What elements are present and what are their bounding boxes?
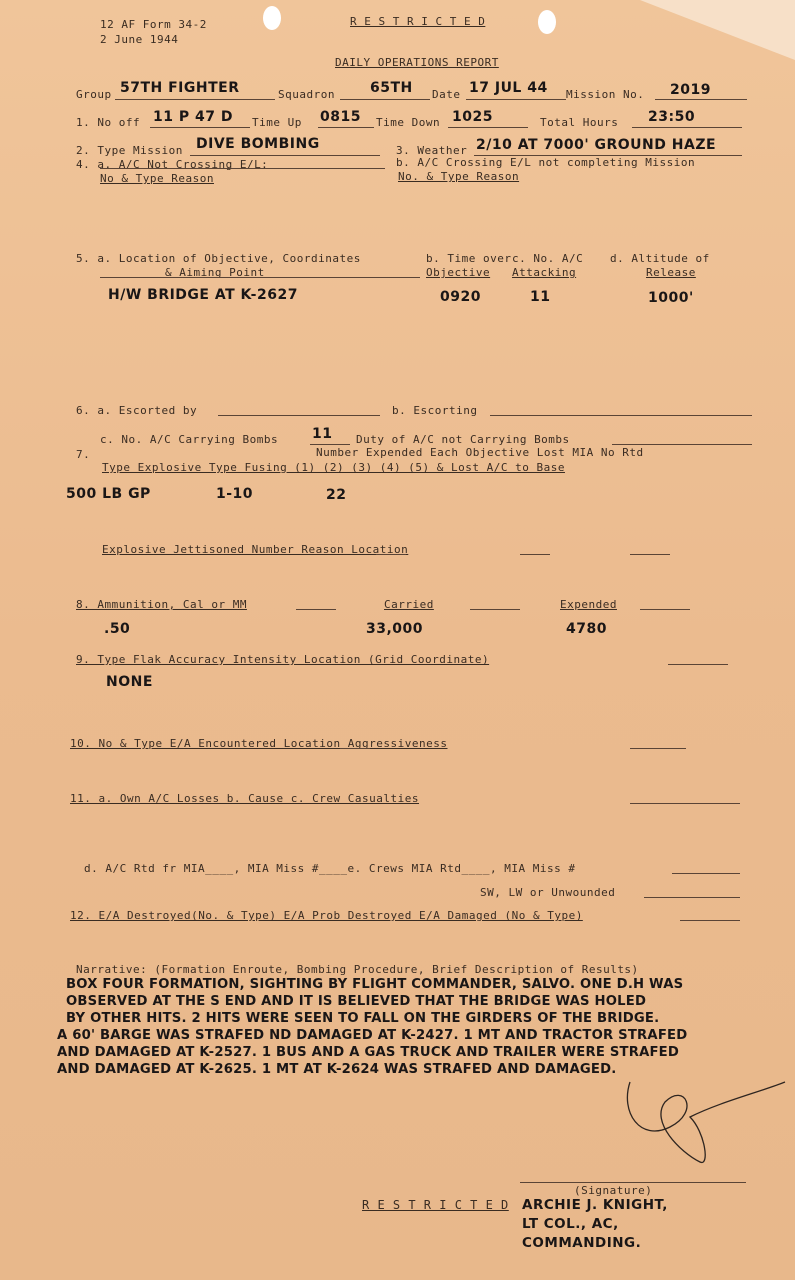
type-mission-value: DIVE BOMBING: [196, 136, 320, 152]
enemy-label: 10. No & Type E/A Encountered Location Aggressiveness: [70, 737, 448, 750]
ammo-caliber: .50: [104, 621, 131, 637]
time-up-label: Time Up: [252, 116, 302, 129]
jettisoned-label: Explosive Jettisoned Number Reason Location: [102, 543, 409, 556]
flak-value: NONE: [106, 674, 153, 690]
item7-label: 7.: [76, 448, 91, 461]
mission-value: 2019: [670, 82, 711, 98]
punch-hole-right: [538, 10, 556, 34]
group-value: 57TH FIGHTER: [120, 80, 240, 96]
escorting-label: b. Escorting: [392, 404, 478, 417]
objective-altitude: 1000': [648, 290, 694, 306]
ammo-carried: 33,000: [366, 621, 424, 637]
objective-label-c2: Attacking: [512, 266, 577, 279]
ammo-expended: 4780: [566, 621, 607, 637]
objective-label-b2: Objective: [426, 266, 491, 279]
narrative-label: Narrative: (Formation Enroute, Bombing Procedure, Brief Description of Results): [76, 963, 639, 976]
squadron-value: 65TH: [370, 80, 413, 96]
no-off-label: 1. No off: [76, 116, 141, 129]
bombs-number: 22: [326, 487, 347, 503]
duty-label: Duty of A/C not Carrying Bombs: [356, 433, 570, 446]
folded-corner: [640, 0, 795, 60]
signature-title: COMMANDING.: [522, 1235, 642, 1251]
narrative-line: OBSERVED AT THE S END AND IT IS BELIEVED THAT THE BRIDGE WAS HOLED: [66, 994, 647, 1009]
classification-header: R E S T R I C T E D: [350, 15, 486, 28]
mission-label: Mission No.: [566, 88, 645, 101]
signature-name: ARCHIE J. KNIGHT,: [522, 1197, 668, 1213]
losses-label: 11. a. Own A/C Losses b. Cause c. Crew Casualties: [70, 792, 420, 805]
item4a-sub: No & Type Reason: [100, 172, 214, 185]
objective-attacking: 11: [530, 289, 551, 305]
bombs-header: Type Explosive Type Fusing (1) (2) (3) (4) (5) & Lost A/C to Base: [102, 461, 565, 474]
footer-classification: R E S T R I C T E D: [362, 1198, 509, 1212]
losses-d-line: d. A/C Rtd fr MIA____, MIA Miss #____e. Crews MIA Rtd____, MIA Miss #: [84, 862, 576, 875]
date-label: Date: [432, 88, 461, 101]
objective-label-c: c. No. A/C: [512, 252, 584, 265]
group-label: Group: [76, 88, 112, 101]
number-expended-label: Number Expended Each Objective Lost MIA No Rtd: [316, 446, 644, 459]
item4b-sub: No. & Type Reason: [398, 170, 520, 183]
ammo-carried-label: Carried: [384, 598, 434, 611]
type-mission-label: 2. Type Mission: [76, 144, 183, 157]
weather-label: 3. Weather: [396, 144, 468, 157]
item4a-label: 4. a. A/C Not Crossing E/L:: [76, 158, 269, 171]
report-title: DAILY OPERATIONS REPORT: [335, 56, 499, 69]
total-hours-value: 23:50: [648, 109, 696, 125]
narrative-line: A 60' BARGE WAS STRAFED ND DAMAGED AT K-2427. 1 MT AND TRACTOR STRAFED: [57, 1028, 688, 1043]
destroyed-label: 12. E/A Destroyed(No. & Type) E/A Prob Destroyed E/A Damaged (No & Type): [70, 909, 583, 922]
objective-label-d2: Release: [646, 266, 696, 279]
time-down-label: Time Down: [376, 116, 441, 129]
losses-sw-line: SW, LW or Unwounded: [480, 886, 616, 899]
squadron-label: Squadron: [278, 88, 335, 101]
time-down-value: 1025: [452, 109, 493, 125]
signature-label: (Signature): [574, 1184, 653, 1197]
ammo-label: 8. Ammunition, Cal or MM: [76, 598, 247, 611]
item4b-label: b. A/C Crossing E/L not completing Mission: [396, 156, 696, 169]
narrative-line: BOX FOUR FORMATION, SIGHTING BY FLIGHT COMMANDER, SALVO. ONE D.H WAS: [66, 977, 684, 992]
carrying-label: c. No. A/C Carrying Bombs: [100, 433, 279, 446]
objective-label-b: b. Time over: [426, 252, 512, 265]
weather-value: 2/10 AT 7000' GROUND HAZE: [476, 137, 717, 153]
date-value: 17 JUL 44: [469, 80, 548, 96]
flak-label: 9. Type Flak Accuracy Intensity Location (Grid Coordinate): [76, 653, 490, 666]
ammo-expended-label: Expended: [560, 598, 617, 611]
punch-hole-left: [263, 6, 281, 30]
narrative-line: BY OTHER HITS. 2 HITS WERE SEEN TO FALL ON THE GIRDERS OF THE BRIDGE.: [66, 1011, 660, 1026]
total-hours-label: Total Hours: [540, 116, 619, 129]
narrative-line: AND DAMAGED AT K-2527. 1 BUS AND A GAS TRUCK AND TRAILER WERE STRAFED: [57, 1045, 680, 1060]
narrative-line: AND DAMAGED AT K-2625. 1 MT AT K-2624 WAS STRAFED AND DAMAGED.: [57, 1062, 617, 1077]
signature-rank: LT COL., AC,: [522, 1216, 619, 1232]
escorted-label: 6. a. Escorted by: [76, 404, 198, 417]
objective-label-d: d. Altitude of: [610, 252, 710, 265]
form-number: 12 AF Form 34-2: [100, 18, 207, 31]
time-up-value: 0815: [320, 109, 361, 125]
objective-label-a2: & Aiming Point: [165, 266, 265, 279]
form-date: 2 June 1944: [100, 33, 179, 46]
objective-label-a: 5. a. Location of Objective, Coordinates: [76, 252, 361, 265]
no-off-value: 11 P 47 D: [153, 109, 233, 125]
bombs-explosive: 500 LB GP: [66, 486, 151, 502]
objective-time-over: 0920: [440, 289, 481, 305]
objective-location: H/W BRIDGE AT K-2627: [108, 287, 298, 303]
carrying-value: 11: [312, 426, 333, 442]
handwritten-signature: [610, 1072, 790, 1172]
bombs-fusing: 1-10: [216, 486, 254, 502]
